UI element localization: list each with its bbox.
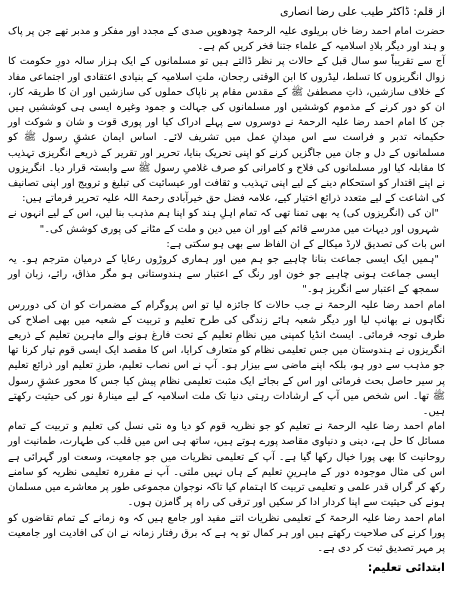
quote-macaulay: "ہمیں ایک ایسی جماعت بنانا چاہیے جو ہم میں اور ہماری کروڑوں رعایا کے درمیان مترجم ہو۔ یہ ایسی جماعت ہونی چاہیے جو خون اور رنگ کے اعتبار سے ہندوستانی ہو مگر مذاق، رائے، زبان اور سمجھ کے اعتبار سے انگریز ہو۔": [8, 254, 439, 296]
paragraph-intro: حضرت امام احمد رضا خاں بریلوی علیہ الرحمۃ چودھویں صدی کے مجدد اور مفکر و مدبر تھے جن پر پاک و ہند اور دیگر بلادِ اسلامیہ کے علماء جتنا فخر کریں کم ہے۔: [8, 26, 445, 53]
quote-fazl-e-haq: "ان کی (انگریزوں کی) یہ بھی تمنا تھی کہ تمام اہلِ ہند کو اپنا ہم مذہب بنا لیں، اس کے لیے انہوں نے شہروں اور دیہات میں مدرسے قائم کیے اور ان میں دین و ملت کے مٹانے کی پوری کوشش کی۔": [8, 208, 439, 235]
article-body: [8, 24, 445, 556]
paragraph-reform: امام احمد رضا علیہ الرحمۃ نے جب حالات کا جائزہ لیا تو اس پروگرام کے مضمرات کو ان کی دوررس نگاہوں نے بھانپ لیا اور دیگر شعبہ ہائے زندگی کی طرح تعلیم و تربیت کے شعبہ میں بھی اصلاح کی طرف توجہ فرمائی۔ ایسٹ انڈیا کمپنی میں نظامِ تعلیم کے تحت فارغ ہونے والے ماہرین تعلیم کے ذریعے انگریزوں نے ہندوستان میں جس تعلیمی نظام کو متعارف کرایا، اس کا مقصد ایک ایسی قوم تیار کرنا تھا جو مذہب سے دور ہو، بلکہ اپنے ماضی سے بیزار ہو۔ آپ نے اس نصاب تعلیم، طرزِ تعلیم اور ذرائع تعلیم پر سیر حاصل بحث فرمائی اور اس کے بجائے ایک مثبت تعلیمی نظام پیش کیا جس کا محور عشقِ رسول ﷺ تھا۔ اس شخص میں آپ کے ارشادات رہتی دنیا تک ملت اسلامیہ کے لیے مینارۂ نور کی حیثیت رکھتے ہیں۔: [8, 299, 446, 418]
paragraph-conclusion: امام احمد رضا علیہ الرحمۃ کے تعلیمی نظریات اتنے مفید اور جامع ہیں کہ وہ زمانے کے تمام تقاضوں کو پورا کرنے کی صلاحیت رکھتے ہیں اور ہر کمال تو یہ ہے کہ برق رفتار زمانہ نے ان کی افادیت اور جامعیت پر مہر تصدیق ثبت کر دی ہے۔: [8, 512, 445, 554]
paragraph-macaulay-lead: اس بات کی تصدیق لارڈ میکالے کے ان الفاظ سے بھی ہو سکتی ہے:: [166, 238, 445, 250]
paragraph-history: آج سے تقریباً سو سال قبل کے حالات پر نظر ڈالتے ہیں تو مسلمانوں کے ایک ہزار سالہ دورِ حکومت کا زوال انگریزوں کا تسلط، لیڈروں کا ابن الوقتی رجحان، ملتِ اسلامیہ کے بنیادی اعتقادی اور اجتماعی مفاد کے خلاف سازشیں، ذاتِ مصطفیٰ ﷺ کے مقدس مقام پر ناپاک حملوں کی سازشیں اور ان کا طریقہ کار، ان کو دور کرنے کے مذموم کوششیں اور مسلمانوں کی جہالت و جمود وغیرہ ایسی ہی کوششیں ہیں جن کا امام احمد رضا علیہ الرحمۃ نے دوسروں سے پہلے ادراک کیا اور پوری قوت و شان و شوکت اور حکیمانہ تدبر و فراست سے اس میدانِ عمل میں تشریف لائے۔ اساس ایمان عشقِ رسول ﷺ کو مسلمانوں کے دل و جان میں جاگزیں کرنے کو اپنی تحریک بنایا، تحریر اور تقریر کے ذریعے انگریزی تہذیب کا مقابلہ کیا اور مسلمانوں کی فلاح و کامرانی کو صرف غلامیِ رسول ﷺ سے وابستہ قرار دیا۔ انگریزوں نے اپنے اقتدار کو استحکام دینے کے لیے اپنی تہذیب و ثقافت اور عیسائیت کی تبلیغ و ترویج اور اپنی تصانیف کی اشاعت کے لیے متعدد ذرائع اختیار کیے، علامہ فضل حق خیرآبادی رحمۃ اللہ علیہ تحریر فرماتے ہیں:: [8, 56, 445, 205]
paragraph-theory: امام احمد رضا علیہ الرحمۃ نے تعلیم کو جو نظریہ قوم کو دیا وہ نئی نسل کی تعلیم و تربیت کے تمام مسائل کا حل ہے، دینی و دنیاوی مقاصد پورے ہوتے ہیں، ساتھ ہی اس میں قلب کی طہارت، طمانیت اور روحانیت کا بھی پورا خیال رکھا گیا ہے۔ آپ کے تعلیمی نظریات میں جو جامعیت، وسعت اور گہرائی ہے اس کی مثال موجودہ دور کے ماہرینِ تعلیم کے ہاں نہیں ملتی۔ آپ نے مقررہ تعلیمی نظریہ کو سامنے رکھ کر گراں قدر علمی و تعلیمی تربیت کا اہتمام کیا تاکہ نوجوان مجموعی طور پر معاشرے میں مسلمان ہونے کی حیثیت سے اپنا کردار ادا کر سکیں اور ترقی کی راہ پر گامزن ہوں۔: [8, 421, 445, 509]
author-byline: از قلم: ڈاکٹر طیب علی رضا انصاری: [279, 5, 445, 18]
section-heading: ابتدائی تعلیم:: [367, 560, 445, 575]
